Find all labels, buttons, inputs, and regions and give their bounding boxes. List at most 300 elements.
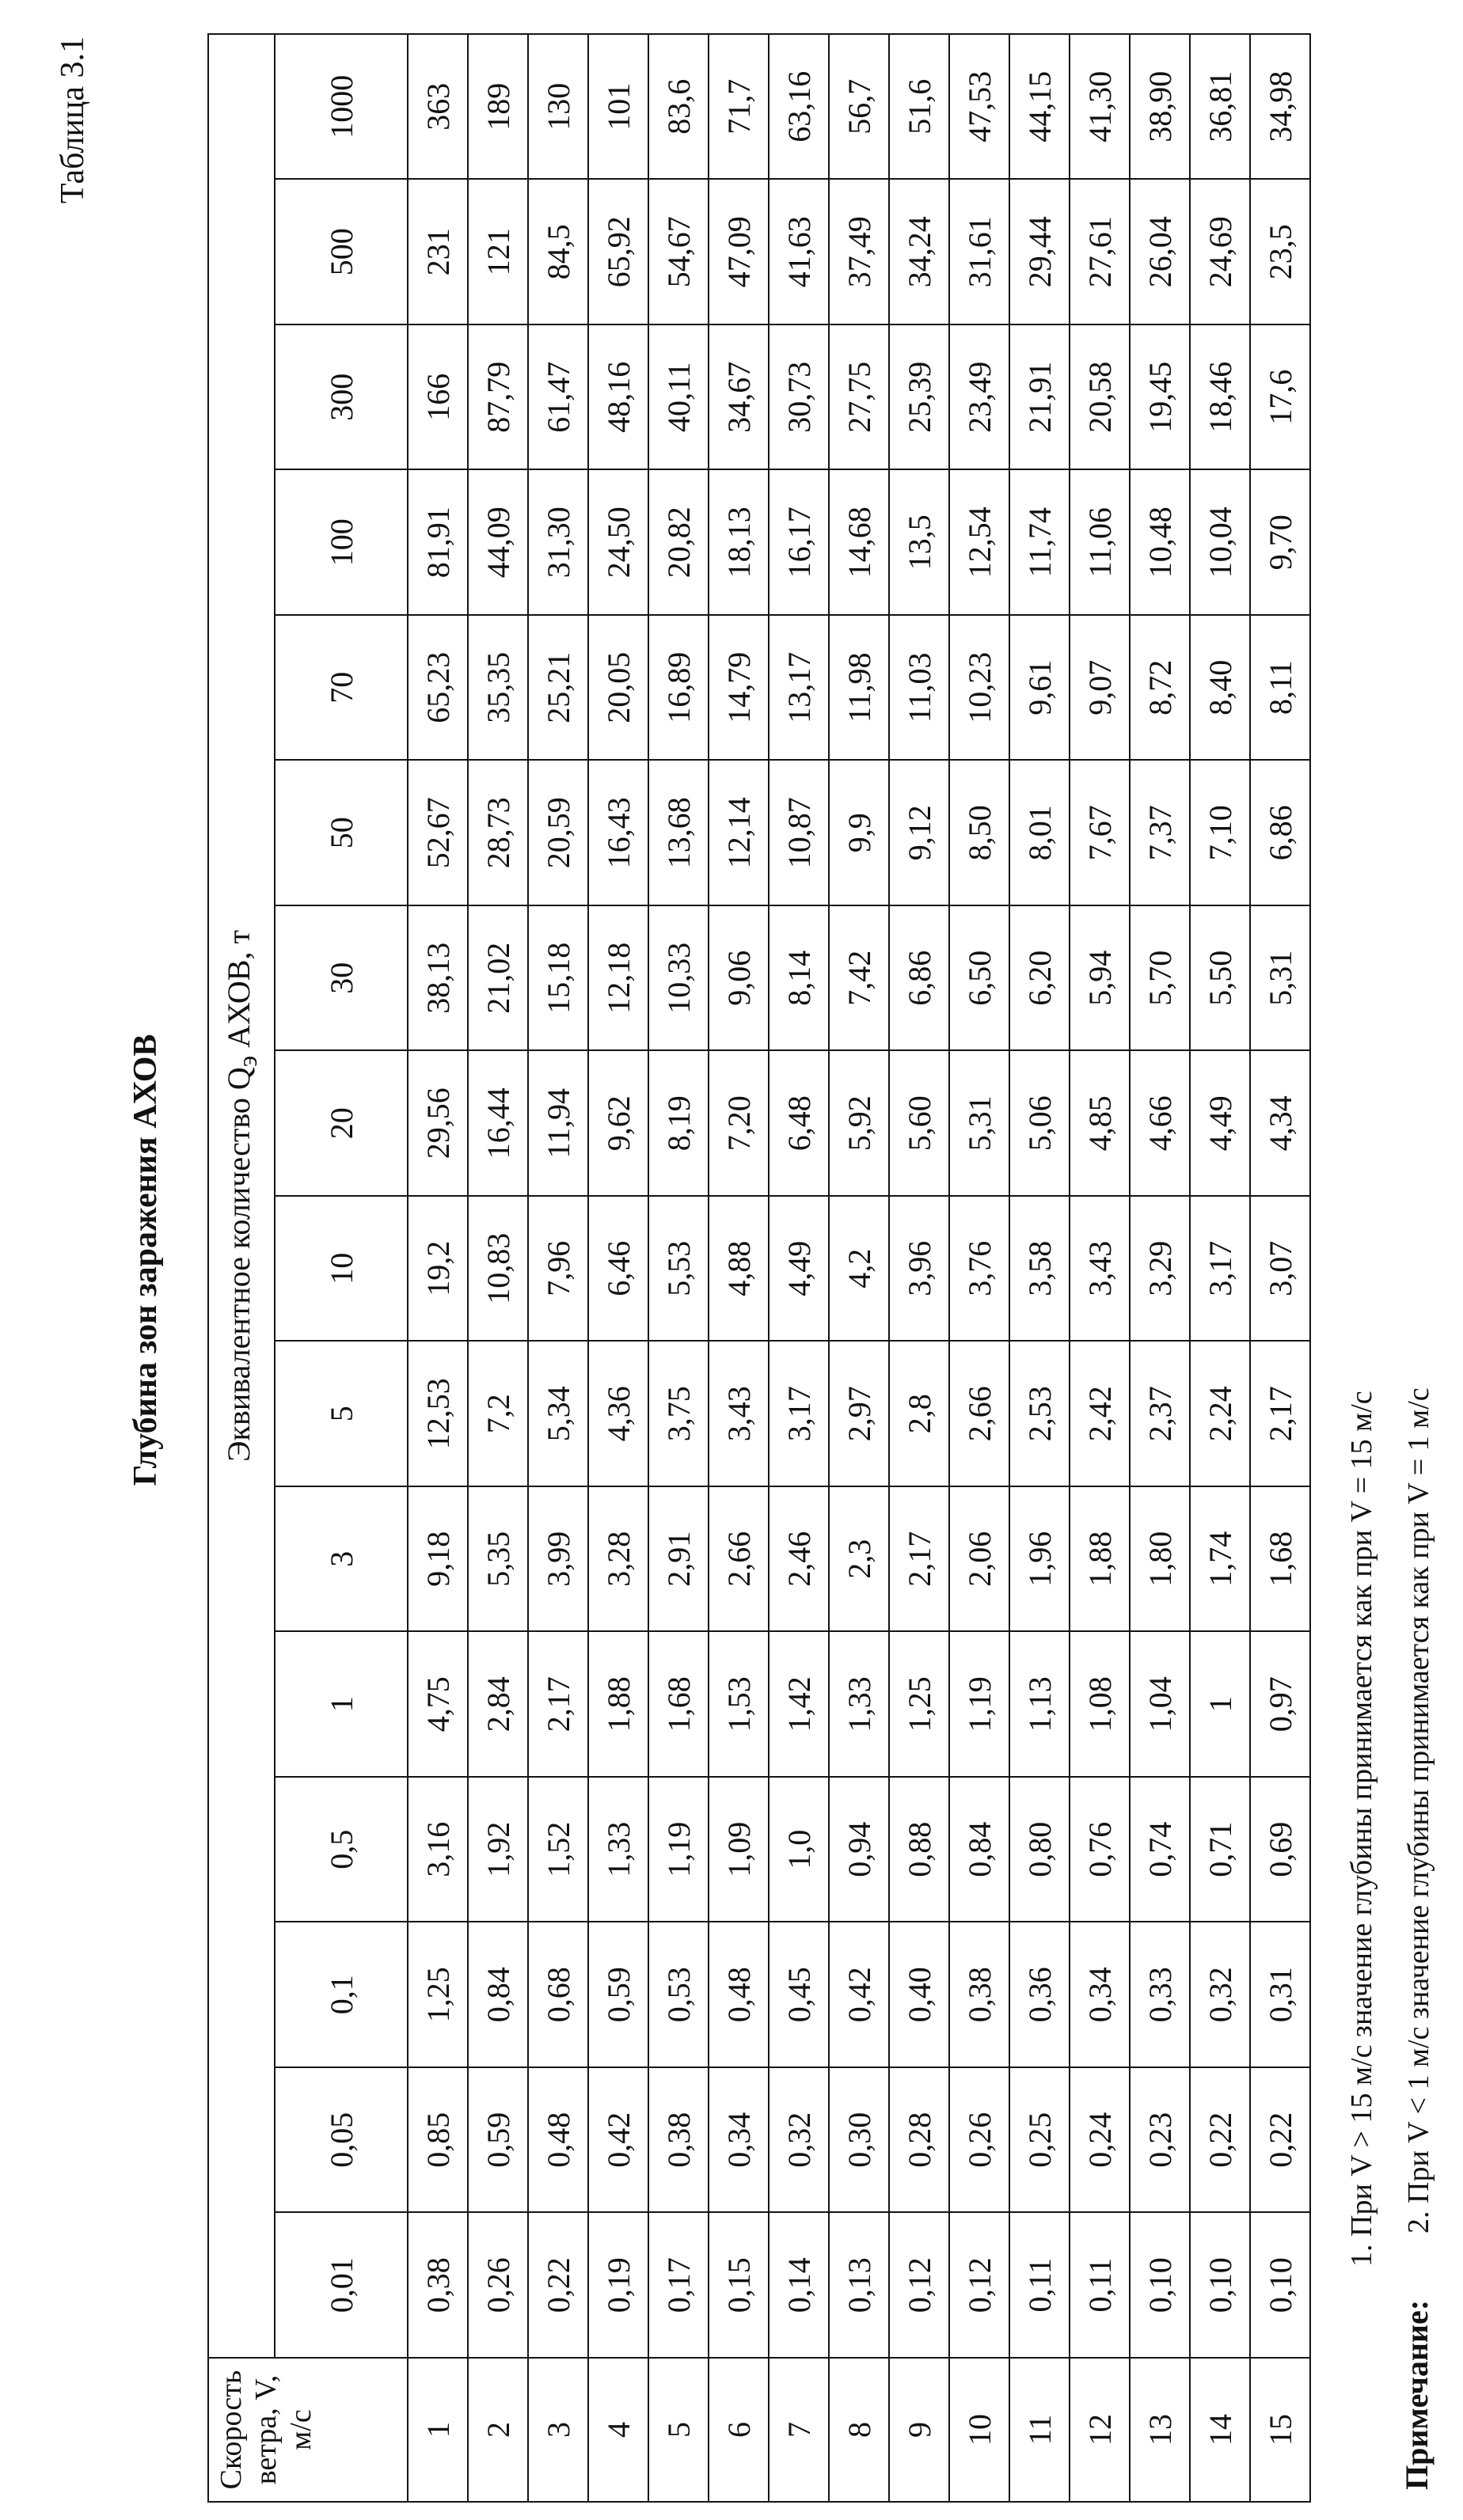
depth-value-cell: 3,99 [528,1486,588,1632]
wind-speed-cell: 7 [769,2358,829,2502]
depth-value-cell: 101 [588,34,648,180]
depth-value-cell: 6,20 [1009,905,1070,1051]
depth-value-cell: 0,74 [1130,1777,1190,1922]
depth-value-cell: 5,31 [949,1051,1009,1197]
depth-value-cell: 83,6 [648,34,709,180]
depth-value-cell: 3,16 [408,1777,468,1922]
depth-value-cell: 9,07 [1070,615,1130,761]
table-body [408,34,1310,2502]
depth-value-cell: 0,84 [949,1777,1009,1922]
table-row [1190,34,1250,2502]
depth-value-cell: 7,37 [1130,761,1190,906]
depth-value-cell: 37,49 [829,180,889,325]
wind-speed-cell: 6 [709,2358,769,2502]
depth-value-cell: 0,28 [889,2067,949,2213]
depth-value-cell: 7,20 [709,1051,769,1197]
depth-value-cell: 166 [408,324,468,470]
note-item: 2. При V < 1 м/с значение глубины принимается как при V = 1 м/с [1402,1387,1435,2233]
depth-value-cell: 61,47 [528,324,588,470]
depth-value-cell: 0,14 [769,2213,829,2359]
depth-value-cell: 2,8 [889,1342,949,1487]
depth-value-cell: 0,38 [648,2067,709,2213]
table-row [1250,34,1310,2502]
depth-value-cell: 2,42 [1070,1342,1130,1487]
depth-value-cell: 4,85 [1070,1051,1130,1197]
depth-value-cell: 31,61 [949,180,1009,325]
depth-value-cell: 0,17 [648,2213,709,2359]
depth-value-cell: 9,06 [709,905,769,1051]
depth-value-cell: 34,67 [709,324,769,470]
depth-value-cell: 20,58 [1070,324,1130,470]
depth-value-cell: 25,39 [889,324,949,470]
depth-value-cell: 2,06 [949,1486,1009,1632]
depth-value-cell: 0,33 [1130,1922,1190,2068]
depth-value-cell: 2,17 [528,1632,588,1778]
depth-value-cell: 47,09 [709,180,769,325]
depth-value-cell: 81,91 [408,470,468,616]
depth-value-cell: 8,40 [1190,615,1250,761]
depth-value-cell: 7,42 [829,905,889,1051]
depth-value-cell: 65,92 [588,180,648,325]
depth-value-cell: 10,83 [468,1196,528,1342]
depth-value-cell: 0,15 [709,2213,769,2359]
depth-value-cell: 10,04 [1190,470,1250,616]
depth-value-cell: 0,13 [829,2213,889,2359]
depth-value-cell: 0,34 [1070,1922,1130,2068]
quantity-header-subscript: э [233,1055,263,1068]
depth-value-cell: 6,86 [889,905,949,1051]
depth-value-cell: 3,58 [1009,1196,1070,1342]
depth-value-cell: 5,60 [889,1051,949,1197]
depth-value-cell: 1,08 [1070,1632,1130,1778]
depth-value-cell: 1,04 [1130,1632,1190,1778]
column-header: 0,05 [275,2067,408,2213]
depth-value-cell: 0,22 [1250,2067,1310,2213]
depth-value-cell: 84,5 [528,180,588,325]
depth-value-cell: 3,28 [588,1486,648,1632]
depth-value-cell: 2,46 [769,1486,829,1632]
column-header: 500 [275,180,408,325]
column-header: 3 [275,1486,408,1632]
depth-value-cell: 1,52 [528,1777,588,1922]
depth-value-cell: 5,50 [1190,905,1250,1051]
depth-value-cell: 8,01 [1009,761,1070,906]
depth-value-cell: 51,6 [889,34,949,180]
depth-value-cell: 10,33 [648,905,709,1051]
depth-value-cell: 0,85 [408,2067,468,2213]
depth-value-cell: 0,68 [528,1922,588,2068]
depth-value-cell: 9,62 [588,1051,648,1197]
depth-value-cell: 2,3 [829,1486,889,1632]
depth-value-cell: 11,94 [528,1051,588,1197]
depth-value-cell: 0,22 [528,2213,588,2359]
depth-value-cell: 10,87 [769,761,829,906]
depth-value-cell: 21,02 [468,905,528,1051]
depth-value-cell: 5,53 [648,1196,709,1342]
depth-value-cell: 0,30 [829,2067,889,2213]
depth-value-cell: 1,96 [1009,1486,1070,1632]
wind-speed-header: Скорость ветра, V, м/с [208,2358,408,2502]
depth-value-cell: 14,79 [709,615,769,761]
depth-value-cell: 3,17 [769,1342,829,1487]
depth-value-cell: 26,04 [1130,180,1190,325]
column-header: 30 [275,905,408,1051]
depth-value-cell: 5,06 [1009,1051,1070,1197]
depth-value-cell: 0,42 [588,2067,648,2213]
depth-value-cell: 1,53 [709,1632,769,1778]
depth-value-cell: 44,15 [1009,34,1070,180]
wind-speed-cell: 15 [1250,2358,1310,2502]
table-row [889,34,949,2502]
depth-value-cell: 0,88 [889,1777,949,1922]
table-row [648,34,709,2502]
depth-value-cell: 1,09 [709,1777,769,1922]
depth-value-cell: 1,25 [889,1632,949,1778]
depth-value-cell: 1,19 [648,1777,709,1922]
depth-value-cell: 0,38 [949,1922,1009,2068]
depth-value-cell: 18,46 [1190,324,1250,470]
depth-value-cell: 0,19 [588,2213,648,2359]
table-row [829,34,889,2502]
wind-speed-cell: 12 [1070,2358,1130,2502]
depth-value-cell: 0,59 [588,1922,648,2068]
depth-value-cell: 8,72 [1130,615,1190,761]
depth-value-cell: 12,53 [408,1342,468,1487]
wind-speed-cell: 9 [889,2358,949,2502]
depth-value-cell: 1,33 [588,1777,648,1922]
depth-value-cell: 0,94 [829,1777,889,1922]
quantity-columns-row [275,34,408,2502]
depth-value-cell: 4,49 [769,1196,829,1342]
depth-value-cell: 0,53 [648,1922,709,2068]
depth-value-cell: 2,66 [949,1342,1009,1487]
depth-value-cell: 8,14 [769,905,829,1051]
depth-value-cell: 3,75 [648,1342,709,1487]
depth-value-cell: 9,12 [889,761,949,906]
depth-value-cell: 1,42 [769,1632,829,1778]
depth-value-cell: 3,29 [1130,1196,1190,1342]
depth-value-cell: 130 [528,34,588,180]
column-header: 0,01 [275,2213,408,2359]
depth-value-cell: 0,22 [1190,2067,1250,2213]
depth-value-cell: 34,98 [1250,34,1310,180]
depth-value-cell: 2,17 [1250,1342,1310,1487]
depth-value-cell: 36,81 [1190,34,1250,180]
depth-value-cell: 4,34 [1250,1051,1310,1197]
depth-value-cell: 0,32 [769,2067,829,2213]
depth-value-cell: 6,86 [1250,761,1310,906]
depth-value-cell: 5,35 [468,1486,528,1632]
depth-value-cell: 1,74 [1190,1486,1250,1632]
depth-value-cell: 4,36 [588,1342,648,1487]
table-title: Глубина зон заражения АХОВ [127,1034,164,1486]
depth-value-cell: 4,49 [1190,1051,1250,1197]
depth-value-cell: 52,67 [408,761,468,906]
depth-value-cell: 25,21 [528,615,588,761]
depth-value-cell: 12,14 [709,761,769,906]
depth-value-cell: 2,37 [1130,1342,1190,1487]
depth-value-cell: 0,59 [468,2067,528,2213]
depth-value-cell: 3,07 [1250,1196,1310,1342]
depth-value-cell: 3,43 [1070,1196,1130,1342]
depth-value-cell: 11,74 [1009,470,1070,616]
depth-value-cell: 0,12 [889,2213,949,2359]
depth-value-cell: 0,12 [949,2213,1009,2359]
depth-value-cell: 29,56 [408,1051,468,1197]
depth-value-cell: 8,50 [949,761,1009,906]
depth-value-cell: 5,70 [1130,905,1190,1051]
depth-value-cell: 1,88 [588,1632,648,1778]
depth-value-cell: 19,45 [1130,324,1190,470]
depth-value-cell: 0,42 [829,1922,889,2068]
depth-value-cell: 4,66 [1130,1051,1190,1197]
depth-value-cell: 0,10 [1250,2213,1310,2359]
depth-value-cell: 3,96 [889,1196,949,1342]
depth-value-cell: 0,71 [1190,1777,1250,1922]
depth-value-cell: 9,18 [408,1486,468,1632]
depth-value-cell: 7,96 [528,1196,588,1342]
quantity-header-text: Эквивалентное количество Q [220,1067,256,1462]
depth-value-cell: 30,73 [769,324,829,470]
depth-value-cell: 3,43 [709,1342,769,1487]
depth-value-cell: 27,61 [1070,180,1130,325]
column-header: 1000 [275,34,408,180]
depth-value-cell: 0,48 [709,1922,769,2068]
depth-value-cell: 9,9 [829,761,889,906]
depth-value-cell: 2,84 [468,1632,528,1778]
depth-value-cell: 0,84 [468,1922,528,2068]
depth-value-cell: 6,50 [949,905,1009,1051]
depth-value-cell: 10,23 [949,615,1009,761]
depth-value-cell: 65,23 [408,615,468,761]
depth-value-cell: 17,6 [1250,324,1310,470]
depth-value-cell: 2,66 [709,1486,769,1632]
depth-value-cell: 363 [408,34,468,180]
depth-value-cell: 0,45 [769,1922,829,2068]
depth-value-cell: 5,31 [1250,905,1310,1051]
depth-value-cell: 1,25 [408,1922,468,2068]
depth-value-cell: 8,11 [1250,615,1310,761]
depth-value-cell: 87,79 [468,324,528,470]
column-header: 0,1 [275,1922,408,2068]
depth-value-cell: 38,13 [408,905,468,1051]
depth-value-cell: 1 [1190,1632,1250,1778]
depth-value-cell: 0,32 [1190,1922,1250,2068]
depth-value-cell: 24,50 [588,470,648,616]
depth-value-cell: 0,26 [949,2067,1009,2213]
depth-value-cell: 47,53 [949,34,1009,180]
depth-value-cell: 1,92 [468,1777,528,1922]
table-row [1009,34,1070,2502]
depth-value-cell: 20,59 [528,761,588,906]
depth-value-cell: 0,48 [528,2067,588,2213]
wind-speed-cell: 8 [829,2358,889,2502]
depth-value-cell: 31,30 [528,470,588,616]
depth-value-cell: 7,10 [1190,761,1250,906]
depth-value-cell: 0,23 [1130,2067,1190,2213]
equivalent-quantity-header [208,34,275,2358]
depth-value-cell: 15,18 [528,905,588,1051]
depth-value-cell: 16,17 [769,470,829,616]
depth-value-cell: 54,67 [648,180,709,325]
depth-value-cell: 4,75 [408,1632,468,1778]
depth-value-cell: 0,40 [889,1922,949,2068]
depth-value-cell: 27,75 [829,324,889,470]
note-item: 1. При V > 15 м/с значение глубины принимается как при V = 15 м/с [1345,1391,1378,2267]
depth-value-cell: 1,0 [769,1777,829,1922]
depth-value-cell: 48,16 [588,324,648,470]
depth-value-cell: 56,7 [829,34,889,180]
depth-value-cell: 16,89 [648,615,709,761]
depth-value-cell: 7,2 [468,1342,528,1487]
depth-value-cell: 1,68 [648,1632,709,1778]
wind-speed-cell: 11 [1009,2358,1070,2502]
depth-value-cell: 18,13 [709,470,769,616]
wind-speed-cell: 10 [949,2358,1009,2502]
column-header: 20 [275,1051,408,1197]
depth-value-cell: 0,11 [1070,2213,1130,2359]
table-row [1070,34,1130,2502]
depth-value-cell: 13,68 [648,761,709,906]
depth-value-cell: 63,16 [769,34,829,180]
depth-value-cell: 2,17 [889,1486,949,1632]
notes-title: Примечание: [1399,2299,1434,2490]
depth-value-cell: 0,10 [1190,2213,1250,2359]
column-header: 70 [275,615,408,761]
column-header: 10 [275,1196,408,1342]
depth-value-cell: 11,98 [829,615,889,761]
depth-value-cell: 0,36 [1009,1922,1070,2068]
depth-value-cell: 0,10 [1130,2213,1190,2359]
depth-value-cell: 5,94 [1070,905,1130,1051]
depth-value-cell: 11,03 [889,615,949,761]
wind-speed-cell: 5 [648,2358,709,2502]
depth-value-cell: 1,80 [1130,1486,1190,1632]
depth-value-cell: 0,24 [1070,2067,1130,2213]
depth-value-cell: 40,11 [648,324,709,470]
depth-value-cell: 21,91 [1009,324,1070,470]
depth-value-cell: 0,34 [709,2067,769,2213]
depth-value-cell: 29,44 [1009,180,1070,325]
depth-value-cell: 24,69 [1190,180,1250,325]
depth-value-cell: 12,18 [588,905,648,1051]
depth-value-cell: 23,5 [1250,180,1310,325]
table-row [588,34,648,2502]
column-header: 100 [275,470,408,616]
column-header: 300 [275,324,408,470]
depth-value-cell: 1,19 [949,1632,1009,1778]
depth-value-cell: 2,97 [829,1342,889,1487]
depth-value-cell: 71,7 [709,34,769,180]
depth-value-cell: 23,49 [949,324,1009,470]
table-row [1130,34,1190,2502]
depth-value-cell: 20,05 [588,615,648,761]
column-header: 1 [275,1632,408,1778]
column-header: 0,5 [275,1777,408,1922]
depth-value-cell: 16,44 [468,1051,528,1197]
depth-value-cell: 4,88 [709,1196,769,1342]
depth-value-cell: 34,24 [889,180,949,325]
table-row [949,34,1009,2502]
depth-value-cell: 12,54 [949,470,1009,616]
depth-value-cell: 3,17 [1190,1196,1250,1342]
depth-value-cell: 7,67 [1070,761,1130,906]
depth-value-cell: 2,24 [1190,1342,1250,1487]
table-row [408,34,468,2502]
wind-speed-cell: 1 [408,2358,468,2502]
depth-value-cell: 1,68 [1250,1486,1310,1632]
depth-value-cell: 5,92 [829,1051,889,1197]
depth-value-cell: 0,25 [1009,2067,1070,2213]
depth-value-cell: 0,69 [1250,1777,1310,1922]
depth-value-cell: 41,63 [769,180,829,325]
depth-value-cell: 41,30 [1070,34,1130,180]
wind-speed-cell: 2 [468,2358,528,2502]
depth-value-cell: 189 [468,34,528,180]
table-row [769,34,829,2502]
depth-value-cell: 0,76 [1070,1777,1130,1922]
table-row [528,34,588,2502]
wind-speed-cell: 3 [528,2358,588,2502]
depth-value-cell: 0,80 [1009,1777,1070,1922]
depth-value-cell: 16,43 [588,761,648,906]
depth-value-cell: 0,11 [1009,2213,1070,2359]
depth-value-cell: 13,5 [889,470,949,616]
depth-value-cell: 13,17 [769,615,829,761]
column-header: 50 [275,761,408,906]
wind-speed-cell: 14 [1190,2358,1250,2502]
depth-value-cell: 0,97 [1250,1632,1310,1778]
depth-value-cell: 9,70 [1250,470,1310,616]
wind-speed-cell: 13 [1130,2358,1190,2502]
column-header: 5 [275,1342,408,1487]
depth-value-cell: 4,2 [829,1196,889,1342]
depth-value-cell: 0,31 [1250,1922,1310,2068]
depth-value-cell: 5,34 [528,1342,588,1487]
table-row [709,34,769,2502]
depth-value-cell: 3,76 [949,1196,1009,1342]
depth-value-cell: 2,91 [648,1486,709,1632]
depth-value-cell: 1,33 [829,1632,889,1778]
depth-value-cell: 38,90 [1130,34,1190,180]
contamination-depth-table [207,33,1311,2503]
depth-value-cell: 1,13 [1009,1632,1070,1778]
depth-value-cell: 28,73 [468,761,528,906]
depth-value-cell: 0,38 [408,2213,468,2359]
depth-value-cell: 19,2 [408,1196,468,1342]
depth-value-cell: 6,48 [769,1051,829,1197]
depth-value-cell: 0,26 [468,2213,528,2359]
depth-value-cell: 231 [408,180,468,325]
depth-value-cell: 1,88 [1070,1486,1130,1632]
depth-value-cell: 44,09 [468,470,528,616]
table-number-label: Таблица 3.1 [55,36,91,204]
depth-value-cell: 14,68 [829,470,889,616]
depth-value-cell: 9,61 [1009,615,1070,761]
depth-value-cell: 10,48 [1130,470,1190,616]
table-row [468,34,528,2502]
depth-value-cell: 35,35 [468,615,528,761]
depth-value-cell: 6,46 [588,1196,648,1342]
wind-speed-cell: 4 [588,2358,648,2502]
depth-value-cell: 8,19 [648,1051,709,1197]
quantity-header-tail: АХОВ, т [220,930,256,1056]
depth-value-cell: 20,82 [648,470,709,616]
depth-value-cell: 11,06 [1070,470,1130,616]
depth-value-cell: 121 [468,180,528,325]
notes-section [1308,0,1458,2520]
depth-value-cell: 2,53 [1009,1342,1070,1487]
